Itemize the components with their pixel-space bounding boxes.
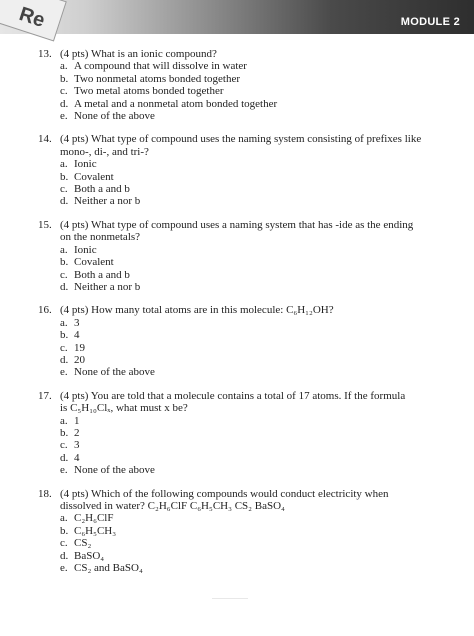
answer-option [38,281,438,293]
option-letter: e. [60,464,68,477]
answer-option [38,537,438,549]
answer-option [38,110,438,122]
option-letter: a. [60,158,68,171]
option-text: CS₂ and BaSO₄ [74,562,143,575]
option-text: C₂H₆ClF [74,512,114,525]
question-number: 17. [38,389,52,402]
answer-option [38,427,438,439]
option-text: A metal and a nonmetal atom bonded together [74,97,278,110]
option-letter: c. [60,183,68,196]
answer-option [38,269,438,281]
question-text: (4 pts) How many total atoms are in this molecule: C₆H₁₂OH? [60,304,334,317]
answer-option [38,98,438,110]
answer-option [38,439,438,451]
question-number: 14. [38,133,52,146]
option-text: Both a and b [74,183,130,196]
answer-option [38,158,438,170]
option-text: None of the above [74,366,155,379]
answer-option [38,464,438,476]
tile-number [0,0,15,1]
option-letter: e. [60,562,68,575]
question-number: 13. [38,48,52,60]
question-13 [38,48,438,122]
option-text: Two nonmetal atoms bonded together [74,72,241,85]
option-letter: d. [60,97,69,110]
answer-option [38,342,438,354]
question-text: (4 pts) What is an ionic compound? [60,48,217,60]
question-15 [38,219,438,293]
option-letter: c. [60,537,68,550]
tile-symbol: Re [16,3,48,32]
answer-option [38,73,438,85]
option-text: Ionic [74,158,97,171]
question-text: (4 pts) What type of compound uses the naming system consisting of prefixes like [60,133,422,146]
option-text: Neither a nor b [74,195,141,208]
option-text: 2 [74,426,80,439]
answer-option [38,171,438,183]
option-letter: b. [60,426,69,439]
option-text: CS₂ [74,537,92,550]
page-footer-mark [212,598,248,599]
option-text: None of the above [74,110,155,123]
option-text: None of the above [74,464,155,477]
option-letter: d. [60,280,69,293]
option-letter: c. [60,439,68,452]
option-letter: d. [60,353,69,366]
option-text: 4 [74,451,80,464]
option-letter: b. [60,72,69,85]
option-letter: c. [60,268,68,281]
question-number: 18. [38,487,52,500]
question-16 [38,304,438,378]
option-letter: a. [60,512,68,525]
option-letter: d. [60,195,69,208]
option-letter: b. [60,256,69,269]
option-text: A compound that will dissolve in water [74,60,247,73]
periodic-tile-image [0,0,67,41]
option-letter: a. [60,243,68,256]
question-text-continued: mono-, di-, and tri-? [60,145,149,158]
answer-option [38,562,438,574]
option-letter: b. [60,170,69,183]
question-text-continued: dissolved in water? C₂H₆ClF C₆H₅CH₃ CS₂ BaSO₄ [60,500,285,512]
answer-option [38,60,438,72]
option-letter: b. [60,329,69,342]
option-text: 3 [74,439,80,452]
option-letter: a. [60,414,68,427]
option-text: Two metal atoms bonded together [74,85,224,98]
option-text: Both a and b [74,268,130,281]
option-letter: b. [60,524,69,537]
option-letter: c. [60,85,68,98]
option-text: 3 [74,316,80,329]
answer-option [38,354,438,366]
option-letter: e. [60,110,68,123]
question-list [38,48,438,585]
option-text: BaSO₄ [74,549,105,562]
answer-option [38,366,438,378]
option-text: Covalent [74,170,114,183]
question-text-continued: on the nonmetals? [60,231,141,244]
option-text: C₆H₅CH₃ [74,524,117,537]
header-banner [0,0,474,34]
option-letter: a. [60,316,68,329]
option-text: Covalent [74,256,114,269]
option-text: Ionic [74,243,97,256]
question-text: (4 pts) What type of compound uses a naming system that has -ide as the ending [60,218,414,231]
option-letter: c. [60,341,68,354]
question-14 [38,133,438,207]
answer-option [38,329,438,341]
answer-option [38,452,438,464]
question-18 [38,488,438,575]
question-text: (4 pts) You are told that a molecule contains a total of 17 atoms. If the formula [60,389,406,402]
answer-option [38,183,438,195]
option-text: Neither a nor b [74,280,141,293]
answer-option [38,317,438,329]
answer-option [38,550,438,562]
option-text: 20 [74,353,85,366]
option-text: 1 [74,414,80,427]
answer-option [38,195,438,207]
answer-option [38,512,438,524]
option-letter: e. [60,366,68,379]
answer-option [38,256,438,268]
question-number: 15. [38,218,52,231]
option-letter: a. [60,60,68,73]
question-number: 16. [38,304,52,317]
question-text-continued: is C₅H₁₀Clₓ, what must x be? [60,402,188,415]
option-letter: d. [60,549,69,562]
answer-option [38,415,438,427]
answer-option [38,525,438,537]
answer-option [38,85,438,97]
answer-option [38,244,438,256]
option-text: 4 [74,329,80,342]
option-text: 19 [74,341,85,354]
module-label: MODULE 2 [400,16,460,28]
question-17 [38,390,438,477]
question-text: (4 pts) Which of the following compounds would conduct electricity when [60,487,389,500]
option-letter: d. [60,451,69,464]
